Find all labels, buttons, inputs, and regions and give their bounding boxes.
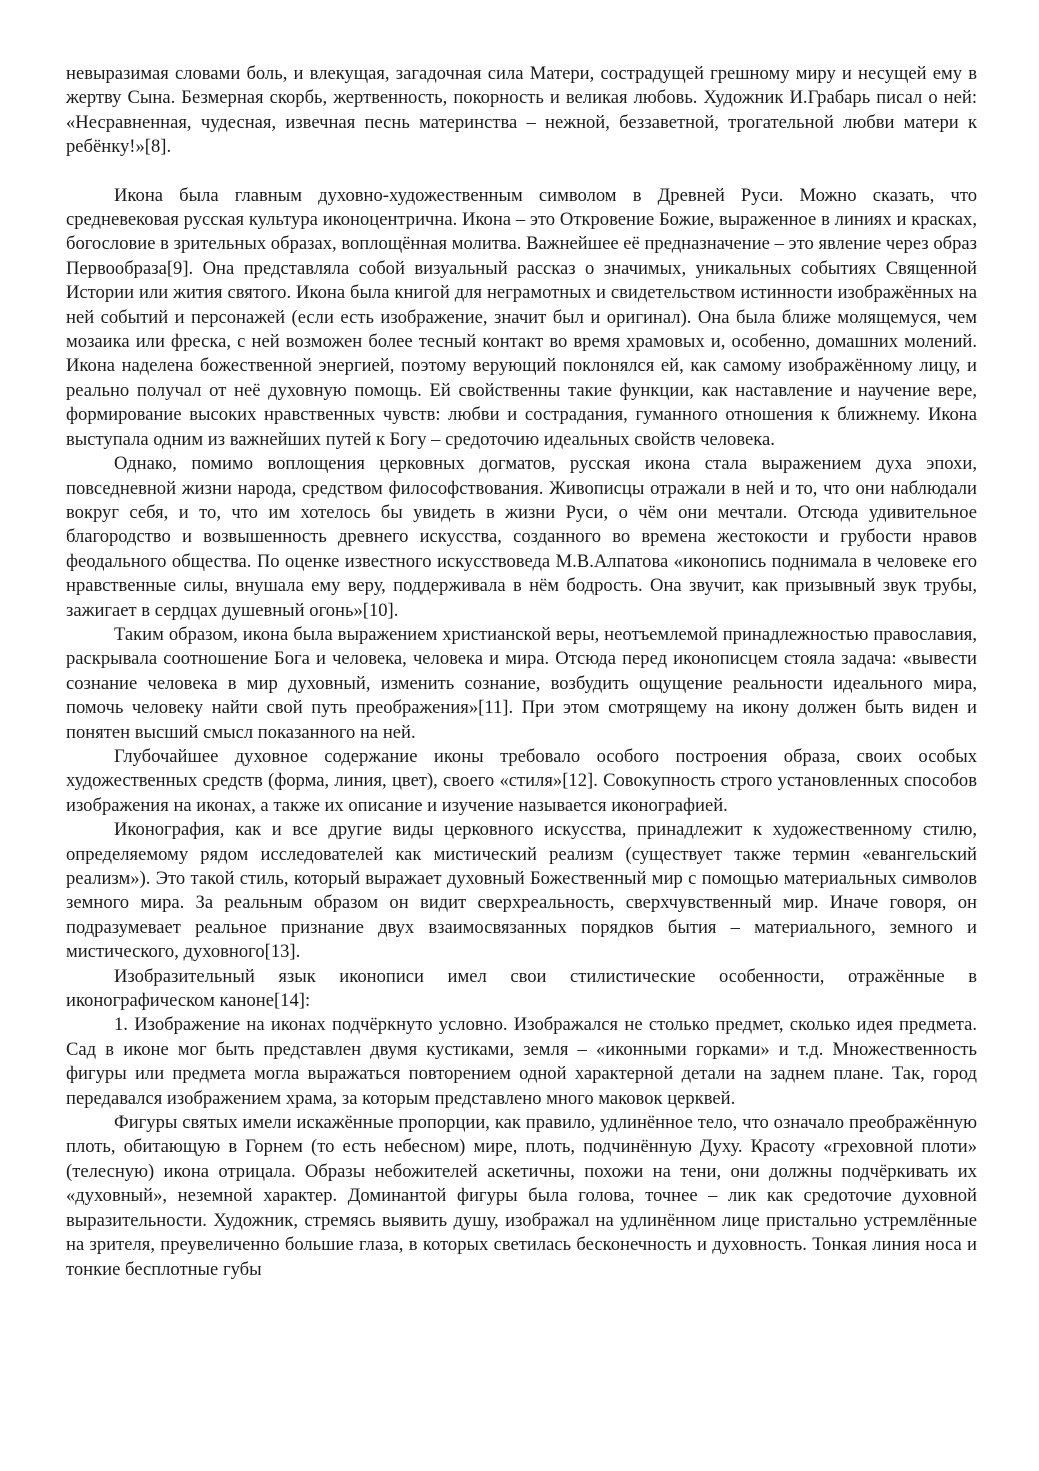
paragraph-canon-item-1: 1. Изображение на иконах подчёркнуто условно. Изображался не столько предмет, сколько идея предмета. Сад в иконе мог быть представлен двумя кустиками, земля – «иконными горками» и т.д. Множественность фигуры или предмета могла выражаться повторением одной характерной детали на заднем плане. Так, город передавался изображением храма, за которым представлено много маковок церквей. — [66, 1014, 977, 1109]
paragraph-canon-intro: Изобразительный язык иконописи имел свои стилистические особенности, отражённые в иконографическом каноне[14]: — [66, 965, 977, 1012]
paragraph-christian-faith: Таким образом, икона была выражением христианской веры, неотъемлемой принадлежностью православия, раскрывала соотношение Бога и человека, человека и мира. Отсюда перед иконописцем стояла задача: «вывести сознание человека в мир духовный, изменить сознание, возбудить ощущение реальности идеального мира, помочь человеку найти свой путь преображения»[11]. При этом смотрящему на икону должен быть виден и понятен высший смысл показанного на ней. — [66, 623, 977, 743]
paragraph-saints-figures: Фигуры святых имели искажённые пропорции, как правило, удлинённое тело, что означало преображённую плоть, обитающую в Горнем (то есть небесном) мире, плоть, подчинённую Духу. Красоту «греховной плоти» (телесную) икона отрицала. Образы небожителей аскетичны, похожи на тени, они должны подчёркивать их «духовный», неземной характер. Доминантой фигуры была голова, точнее – лик как средоточие духовной выразительности. Художник, стремясь выявить душу, изображал на удлинённом лице пристально устремлённые на зрителя, преувеличенно большие глаза, в которых светилась бесконечность и духовность. Тонкая линия носа и тонкие бесплотные губы — [66, 1112, 977, 1280]
paragraph-iconography-definition: Глубочайшее духовное содержание иконы требовало особого построения образа, своих особых художественных средств (форма, линия, цвет), своего «стиля»[12]. Совокупность строго установленных способов изображения на иконах, а также их описание и изучение называется иконографией. — [66, 745, 977, 816]
paragraph-mystical-realism: Иконография, как и все другие виды церковного искусства, принадлежит к художественному стилю, определяемому рядом исследователей как мистический реализм (существует также термин «евангельский реализм»). Это такой стиль, который выражает духовный Божественный мир с помощью материальных символов земного мира. За реальным образом он видит сверхреальность, сверхчувственный мир. Иначе говоря, он подразумевает реальное признание двух взаимосвязанных порядков бытия – материального, земного и мистического, духовного[13]. — [66, 819, 977, 963]
paragraph-spirit-of-epoch: Однако, помимо воплощения церковных догматов, русская икона стала выражением духа эпохи, повседневной жизни народа, средством философствования. Живописцы отражали в ней и то, что они наблюдали вокруг себя, и то, что им хотелось бы увидеть в жизни Руси, о чём они мечтали. Отсюда удивительное благородство и возвышенность древнего искусства, созданного во времена жестокости и грубости нравов феодального общества. По оценке известного искусствоведа М.В.Алпатова «иконопись поднимала в человеке его нравственные силы, внушала ему веру, поддерживала в нём бодрость. Она звучит, как призывный звук трубы, зажигает в сердцах душевный огонь»[10]. — [66, 453, 977, 621]
paragraph-continuation: невыразимая словами боль, и влекущая, загадочная сила Матери, сострадущей грешному миру и несущей ему в жертву Сына. Безмерная скорбь, жертвенность, покорность и великая любовь. Художник И.Грабарь писал о ней: «Несравненная, чудесная, извечная песнь материнства – нежной, беззаветной, трогательной любви матери к ребёнку!»[8]. — [66, 63, 977, 158]
paragraph-icon-symbol: Икона была главным духовно-художественным символом в Древней Руси. Можно сказать, что средневековая русская культура иконоцентрична. Икона – это Откровение Божие, выраженное в линиях и красках, богословие в зрительных образах, воплощённая молитва. Важнейшее её предназначение – это явление через образ Первообраза[9]. Она представляла собой визуальный рассказ о значимых, уникальных событиях Священной Истории или жития святого. Икона была книгой для неграмотных и свидетельством истинности изображённых на ней событий и персонажей (если есть изображение, значит был и оригинал). Она была ближе молящемуся, чем мозаика или фреска, с ней возможен более тесный контакт во время храмовых и, особенно, домашних молений. Икона наделена божественной энергией, поэтому верующий поклонялся ей, как самому изображённому лицу, и реально получал от неё духовную помощь. Ей свойственны такие функции, как наставление и научение вере, формирование высоких нравственных чувств: любви и сострадания, гуманного отношения к ближнему. Икона выступала одним из важнейших путей к Богу – средоточию идеальных свойств человека. — [66, 184, 977, 450]
